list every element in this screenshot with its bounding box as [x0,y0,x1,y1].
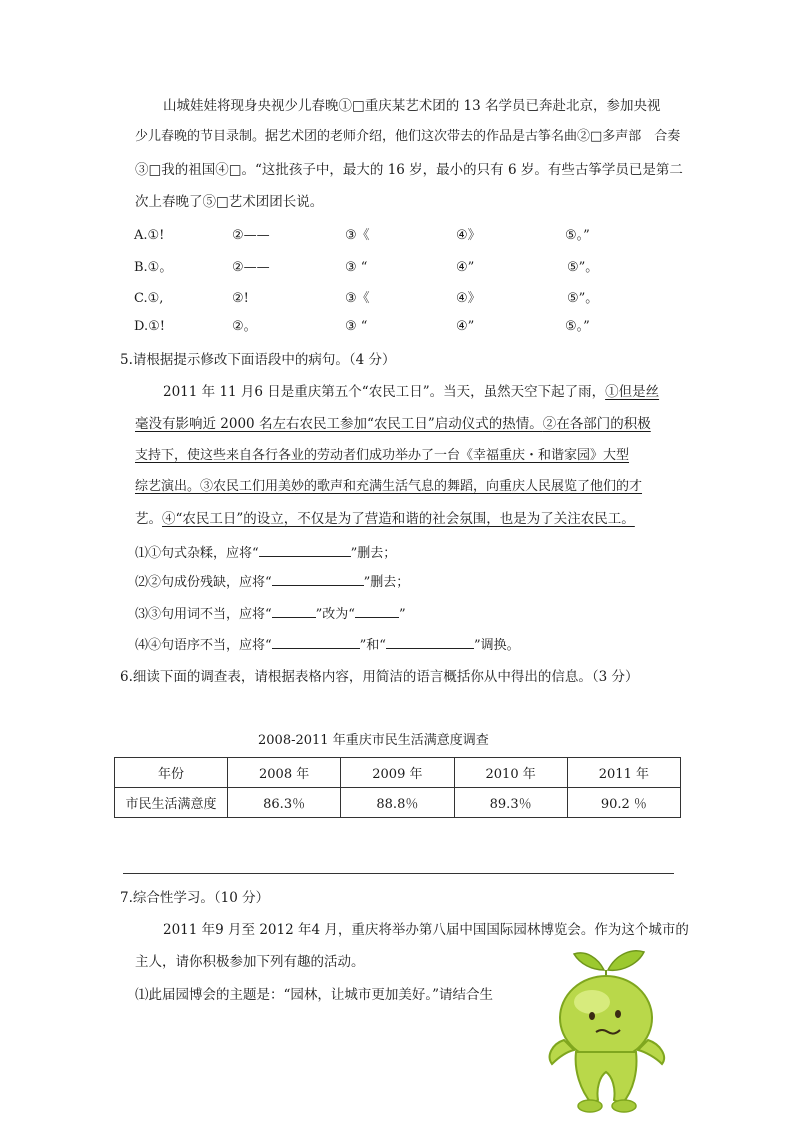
option-c-3: ③《 [345,291,370,306]
option-a-2: ②—— [232,228,270,243]
q5-sub-4-end: ”调换。 [473,638,520,653]
option-a-label: A.①! [134,228,165,243]
option-b-5: ⑤”。 [567,260,599,275]
table-header-row [115,758,681,788]
q6-title: 6.细读下面的调查表，请根据表格内容，用简洁的语言概括你从中得出的信息。（3 分） [120,669,639,685]
q5-text-5a: 艺。 [135,511,162,527]
expo-mascot-image [536,940,676,1120]
answer-blank-4b[interactable] [386,635,474,649]
q5-para-line-2 [135,414,651,434]
leaf-left [574,953,604,970]
head-highlight [574,990,610,1014]
q5-sub-4-mid: ”和“ [359,638,386,653]
answer-blank-4a[interactable] [272,635,360,649]
q7-para-line-2: 主人，请你积极参加下列有趣的活动。 [135,954,365,970]
leaf-right [608,951,644,971]
passage-line-3: ③□我的祖国④□。“这批孩子中，最大的 16 岁，最小的只有 6 岁。有些古筝学员已是第二 [135,162,683,178]
left-foot [578,1100,602,1112]
option-b-label: B.①。 [134,260,173,275]
mascot-body [576,1052,637,1104]
passage-line-1: 山城娃娃将现身央视少儿春晚①□重庆某艺术团的 13 名学员已奔赴北京，参加央视 [163,98,661,114]
passage-line-4: 次上春晚了⑤□艺术团团长说。 [135,194,324,210]
option-d-4: ④” [456,319,475,334]
q5-sub-3-end: ” [398,607,406,622]
q5-sub-1 [135,543,396,564]
option-c-2: ②! [232,291,249,306]
table-row [115,788,681,818]
right-eye [615,1010,621,1018]
q5-sentence-1-end: 毫没有影响近 2000 名左右农民工参加“农民工日”启动仪式的热情。 [135,416,543,432]
left-eye [589,1012,595,1020]
survey-table-title: 2008-2011 年重庆市民生活满意度调查 [258,733,489,748]
table-header-cell: 2010 年 [454,758,567,788]
q5-sub-4-text: ⑷④句语序不当，应将“ [135,638,272,653]
q7-para-line-3: ⑴此届园博会的主题是：“园林，让城市更加美好。”请结合生 [135,987,494,1003]
answer-blank-1[interactable] [259,543,351,557]
q5-para-line-3: 支持下，使这些来自各行各业的劳动者们成功举办了一台《幸福重庆・和谐家园》大型 [135,448,630,463]
q5-sub-4 [135,635,520,656]
answer-blank-2[interactable] [272,572,364,586]
table-header-cell: 年份 [115,758,228,788]
table-header-cell: 2008 年 [228,758,341,788]
survey-table [114,757,681,818]
answer-blank-3a[interactable] [272,604,316,618]
option-c-5: ⑤”。 [567,291,599,306]
table-header-cell: 2011 年 [567,758,680,788]
q5-sentence-2-start: ②在各部门的积极 [542,416,651,432]
q5-sub-3-mid: ”改为“ [315,607,355,622]
q5-sentence-1-start: ①但是丝 [605,384,660,400]
option-c-4: ④》 [456,291,481,306]
table-cell: 89.3％ [454,788,567,818]
q7-title: 7.综合性学习。（10 分） [120,890,270,906]
q5-para-line-5 [135,509,635,529]
right-foot [612,1100,636,1112]
option-b-3: ③ “ [345,260,368,275]
answer-blank-3b[interactable] [355,604,399,618]
option-b-4: ④” [456,260,475,275]
q5-para-line-1 [163,382,659,402]
q5-sub-2-end: ”删去； [363,575,410,590]
option-a-5: ⑤。” [565,228,590,243]
table-cell: 90.2 ％ [567,788,680,818]
table-cell: 市民生活满意度 [115,788,228,818]
q5-sub-2-text: ⑵②句成份残缺，应将“ [135,575,272,590]
q5-title: 5.请根据提示修改下面语段中的病句。（4 分） [120,352,396,368]
q5-sub-3-text: ⑶③句用词不当，应将“ [135,607,272,622]
q5-para-line-4: 综艺演出。③农民工们用美妙的歌声和充满生活气息的舞蹈，向重庆人民展览了他们的才 [135,479,643,494]
option-d-label: D.①! [134,319,165,334]
q7-para-line-1: 2011 年9 月至 2012 年4 月，重庆将举办第八届中国国际园林博览会。作为这个城市的 [163,922,689,938]
option-d-3: ③ “ [345,319,368,334]
option-c-label: C.①, [134,291,164,306]
option-a-4: ④》 [456,228,481,243]
q5-sub-2 [135,572,409,593]
q5-text-1a: 2011 年 11 月6 日是重庆第五个“农民工日”。当天，虽然天空下起了雨， [163,384,606,400]
q5-sub-3 [135,604,406,625]
table-cell: 88.8％ [341,788,454,818]
option-d-2: ②。 [232,319,257,334]
option-a-3: ③《 [345,228,370,243]
option-d-5: ⑤。” [565,319,590,334]
passage-line-2: 少儿春晚的节目录制。据艺术团的老师介绍，他们这次带去的作品是古筝名曲②□多声部 合奏 [135,129,681,144]
table-cell: 86.3％ [228,788,341,818]
q5-sub-1-end: ”删去； [350,546,397,561]
q5-sentence-4: ④“农民工日”的设立，不仅是为了营造和谐的社会氛围，也是为了关注农民工。 [162,511,635,527]
option-b-2: ②—— [232,260,270,275]
answer-line[interactable] [123,873,674,874]
table-header-cell: 2009 年 [341,758,454,788]
mascot-head [560,976,652,1060]
q5-sub-1-text: ⑴①句式杂糅，应将“ [135,546,259,561]
